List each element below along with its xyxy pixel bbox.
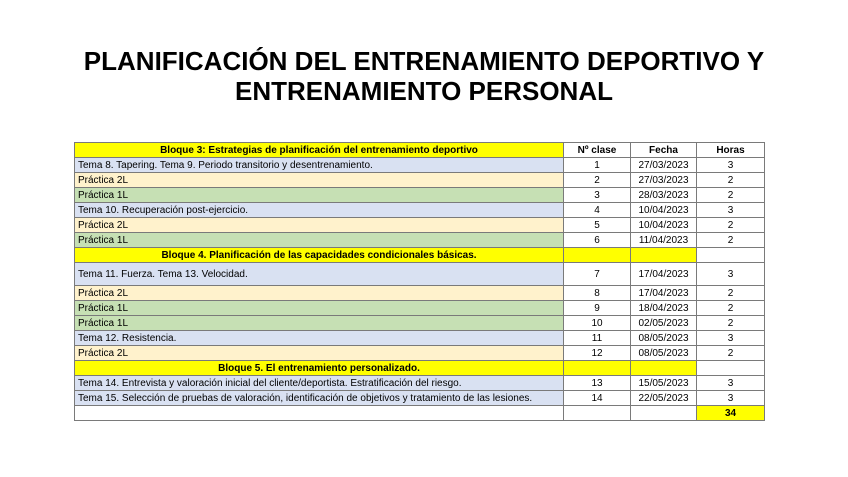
row-num: 8 xyxy=(564,286,631,301)
schedule-table xyxy=(74,142,765,421)
row-date: 08/05/2023 xyxy=(631,346,697,361)
row-topic: Tema 8. Tapering. Tema 9. Periodo transitorio y desentrenamiento. xyxy=(75,158,564,173)
table-row xyxy=(75,331,765,346)
block-header-filler xyxy=(631,361,697,376)
table-row xyxy=(75,218,765,233)
row-hours: 2 xyxy=(697,316,765,331)
table-row xyxy=(75,301,765,316)
row-date: 02/05/2023 xyxy=(631,316,697,331)
block-header-row xyxy=(75,248,765,263)
row-hours: 2 xyxy=(697,286,765,301)
row-date: 08/05/2023 xyxy=(631,331,697,346)
block-header-blank xyxy=(697,248,765,263)
row-num: 2 xyxy=(564,173,631,188)
row-num: 4 xyxy=(564,203,631,218)
row-topic: Práctica 2L xyxy=(75,286,564,301)
row-num: 9 xyxy=(564,301,631,316)
row-num: 5 xyxy=(564,218,631,233)
total-row-blank xyxy=(564,406,631,421)
row-topic: Práctica 2L xyxy=(75,218,564,233)
row-topic: Tema 14. Entrevista y valoración inicial del cliente/deportista. Estratificación del riesgo. xyxy=(75,376,564,391)
row-num: 10 xyxy=(564,316,631,331)
column-header-date: Fecha xyxy=(631,143,697,158)
table-row xyxy=(75,233,765,248)
row-num: 12 xyxy=(564,346,631,361)
table-row xyxy=(75,391,765,406)
table-row xyxy=(75,158,765,173)
row-date: 22/05/2023 xyxy=(631,391,697,406)
row-date: 27/03/2023 xyxy=(631,158,697,173)
row-hours: 2 xyxy=(697,346,765,361)
total-row-blank xyxy=(631,406,697,421)
block-header-row xyxy=(75,143,765,158)
total-row-blank xyxy=(75,406,564,421)
table-row xyxy=(75,203,765,218)
total-hours: 34 xyxy=(697,406,765,421)
row-date: 17/04/2023 xyxy=(631,263,697,286)
row-topic: Tema 15. Selección de pruebas de valoración, identificación de objetivos y tratamiento de las lesiones. xyxy=(75,391,564,406)
row-date: 18/04/2023 xyxy=(631,301,697,316)
row-hours: 2 xyxy=(697,233,765,248)
total-row xyxy=(75,406,765,421)
row-hours: 3 xyxy=(697,376,765,391)
table-row xyxy=(75,263,765,286)
row-num: 13 xyxy=(564,376,631,391)
table-row xyxy=(75,316,765,331)
block-title: Bloque 4. Planificación de las capacidades condicionales básicas. xyxy=(75,248,564,263)
row-topic: Tema 12. Resistencia. xyxy=(75,331,564,346)
row-date: 15/05/2023 xyxy=(631,376,697,391)
row-date: 10/04/2023 xyxy=(631,203,697,218)
row-hours: 3 xyxy=(697,331,765,346)
block-header-filler xyxy=(564,361,631,376)
row-hours: 3 xyxy=(697,203,765,218)
row-date: 17/04/2023 xyxy=(631,286,697,301)
row-hours: 2 xyxy=(697,173,765,188)
row-topic: Práctica 1L xyxy=(75,316,564,331)
table-row xyxy=(75,286,765,301)
row-hours: 2 xyxy=(697,218,765,233)
column-header-num: Nº clase xyxy=(564,143,631,158)
block-title: Bloque 3: Estrategias de planificación del entrenamiento deportivo xyxy=(75,143,564,158)
row-num: 7 xyxy=(564,263,631,286)
row-num: 14 xyxy=(564,391,631,406)
row-topic: Práctica 2L xyxy=(75,346,564,361)
row-topic: Práctica 2L xyxy=(75,173,564,188)
row-hours: 3 xyxy=(697,391,765,406)
page-title-line-2: ENTRENAMIENTO PERSONAL xyxy=(235,76,613,106)
row-topic: Práctica 1L xyxy=(75,188,564,203)
row-topic: Práctica 1L xyxy=(75,233,564,248)
page-title-line-1: PLANIFICACIÓN DEL ENTRENAMIENTO DEPORTIVO Y xyxy=(83,46,765,76)
column-header-hours: Horas xyxy=(697,143,765,158)
page-title xyxy=(0,46,848,106)
table-row xyxy=(75,188,765,203)
row-date: 27/03/2023 xyxy=(631,173,697,188)
block-header-filler xyxy=(631,248,697,263)
block-header-blank xyxy=(697,361,765,376)
row-num: 6 xyxy=(564,233,631,248)
row-num: 11 xyxy=(564,331,631,346)
block-title: Bloque 5. El entrenamiento personalizado. xyxy=(75,361,564,376)
row-topic: Tema 11. Fuerza. Tema 13. Velocidad. xyxy=(75,263,564,286)
row-num: 1 xyxy=(564,158,631,173)
row-hours: 3 xyxy=(697,263,765,286)
row-hours: 2 xyxy=(697,188,765,203)
table-row xyxy=(75,376,765,391)
block-header-row xyxy=(75,361,765,376)
row-num: 3 xyxy=(564,188,631,203)
row-date: 11/04/2023 xyxy=(631,233,697,248)
block-header-filler xyxy=(564,248,631,263)
row-hours: 2 xyxy=(697,301,765,316)
row-topic: Práctica 1L xyxy=(75,301,564,316)
row-topic: Tema 10. Recuperación post-ejercicio. xyxy=(75,203,564,218)
table-row xyxy=(75,173,765,188)
row-date: 28/03/2023 xyxy=(631,188,697,203)
row-hours: 3 xyxy=(697,158,765,173)
row-date: 10/04/2023 xyxy=(631,218,697,233)
table-row xyxy=(75,346,765,361)
